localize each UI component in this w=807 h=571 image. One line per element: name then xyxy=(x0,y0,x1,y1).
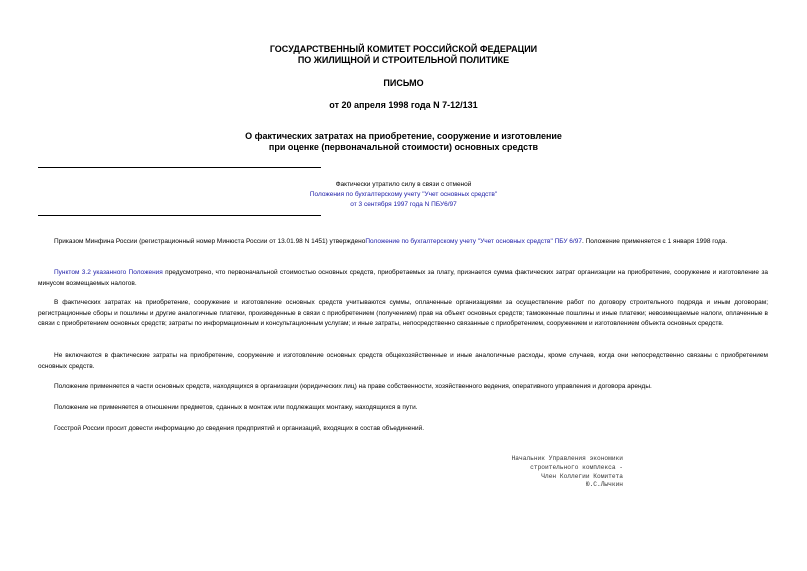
divider-top xyxy=(38,167,321,168)
paragraph-7 xyxy=(38,424,768,435)
regulation-link[interactable]: Положение по бухгалтерскому учету "Учет основных средств" ПБУ 6/97 xyxy=(365,238,582,245)
paragraph-5 xyxy=(38,382,768,393)
paragraph-6-text: Положение не применяется в отношении предметов, сданных в монтаж или подлежащих монтажу, находящихся в пути. xyxy=(54,404,418,411)
paragraph-1-tail: . Положение применяется с 1 января 1998 года. xyxy=(581,238,728,245)
signature-block xyxy=(470,455,623,490)
signature-department: строительного комплекса - xyxy=(530,463,623,471)
org-name-line2: ПО ЖИЛИЩНОЙ И СТРОИТЕЛЬНОЙ ПОЛИТИКЕ xyxy=(297,55,510,65)
document-date-number: от 20 апреля 1998 года N 7-12/131 xyxy=(329,100,478,110)
paragraph-6 xyxy=(38,403,768,414)
document-subject-line1: О фактических затратах на приобретение, сооружение и изготовление xyxy=(245,131,562,141)
org-name-line1: ГОСУДАРСТВЕННЫЙ КОМИТЕТ РОССИЙСКОЙ ФЕДЕРАЦИИ xyxy=(269,44,538,54)
paragraph-1-text: Приказом Минфина России (регистрационный номер Минюста России от 13.01.98 N 1451) утверждено xyxy=(54,238,366,245)
paragraph-7-text: Госстрой России просит довести информацию до сведения предприятий и организаций, входящих в состав объединений. xyxy=(54,425,425,432)
paragraph-2-text: предусмотрено, что первоначальной стоимостью основных средств, приобретаемых за плату, признается сумма фактических затрат организации на приобретение, сооружение и изготовление за минусом возмещаемых налогов. xyxy=(38,269,768,287)
divider-bottom xyxy=(38,215,321,216)
signature-position: Начальник Управления экономики xyxy=(511,455,623,462)
paragraph-1 xyxy=(38,237,768,248)
paragraph-5-text: Положение применяется в части основных средств, находящихся в организации (юридических лиц) на праве собственности, хозяйственного ведения, оперативного управления и договора аренды. xyxy=(54,383,652,390)
document-subject-line2: при оценке (первоначальной стоимости) основных средств xyxy=(268,142,539,152)
document-type: ПИСЬМО xyxy=(383,78,424,88)
signature-role: Член Коллегии Комитета xyxy=(541,472,623,480)
paragraph-3 xyxy=(38,298,768,330)
signature-name: Ю.С.Лычкин xyxy=(585,481,623,489)
status-note-link-line1[interactable]: Положения по бухгалтерскому учету "Учет основных средств" xyxy=(309,191,498,198)
status-note-link-line2[interactable]: от 3 сентября 1997 года N ПБУ6/97 xyxy=(350,201,457,208)
paragraph-4-text: Не включаются в фактические затраты на приобретение, сооружение и изготовление основных средств общехозяйственные и иные аналогичные расходы, кроме случаев, когда они непосредственно связаны с приобретением основных средств. xyxy=(38,352,768,370)
paragraph-3-text: В фактических затратах на приобретение, сооружение и изготовление основных средств учитываются суммы, оплаченные организациями за осуществление работ по договору строительного подряда и иным договорам; регистрационные сборы и пошлины и другие аналогичные платежи, произведенные в связи с приобретением (получением) прав на объект основных средств; таможенные пошлины и иные платежи; невозмещаемые налоги, оплаченные в связи с приобретением основных средств; затраты по информационным и консультационным услугам; и иные затраты, непосредственно связанные с приобретением, сооружением и изготовлением объекта основных средств. xyxy=(38,299,768,328)
paragraph-4 xyxy=(38,351,768,372)
paragraph-2 xyxy=(38,268,768,289)
status-note-text: Фактически утратило силу в связи с отменой xyxy=(335,181,472,188)
clause-link[interactable]: Пунктом 3.2 указанного Положения xyxy=(54,269,163,276)
